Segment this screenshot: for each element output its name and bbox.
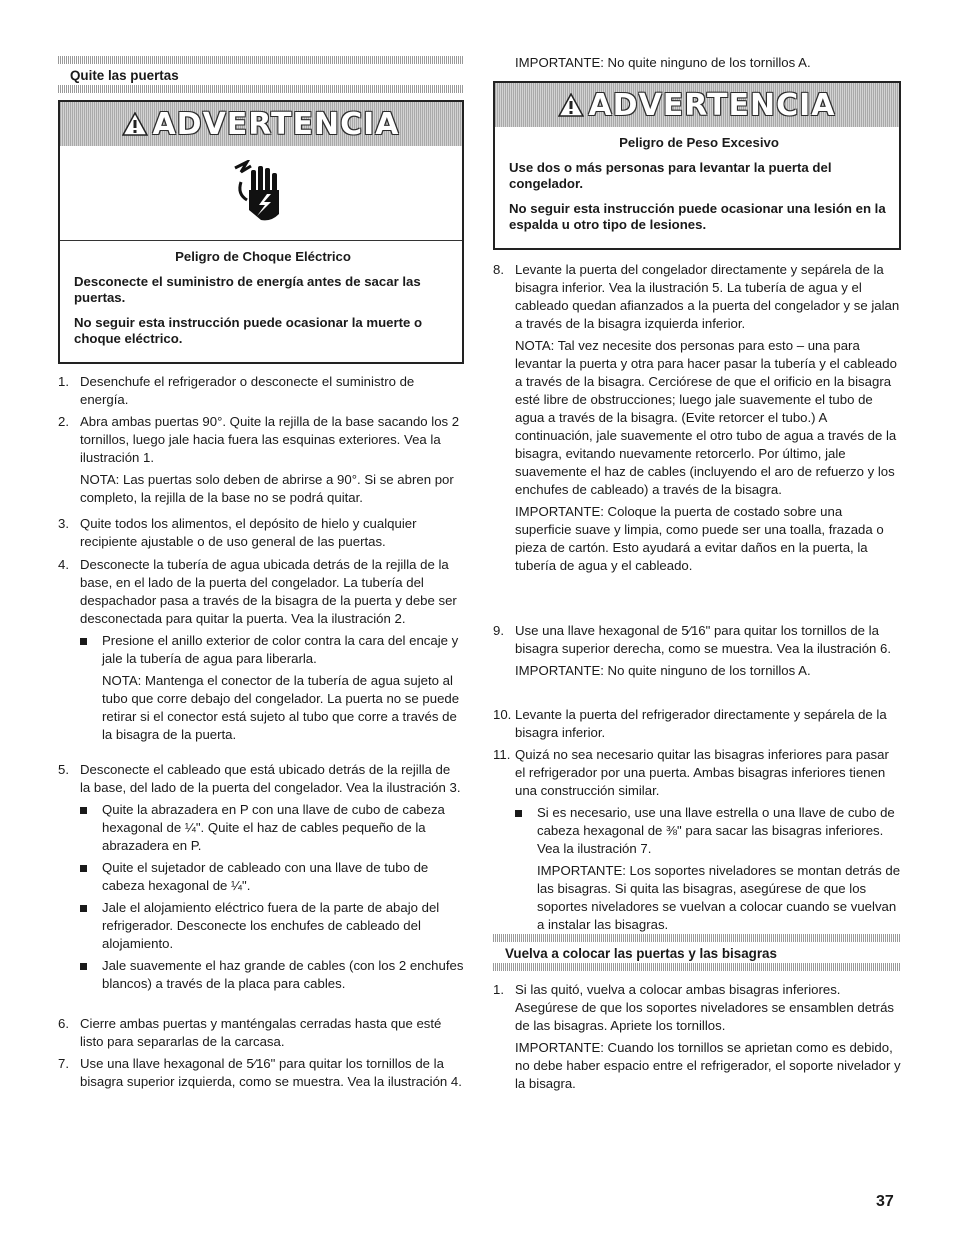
hazard-name: Peligro de Peso Excesivo xyxy=(619,135,779,150)
step-bullet xyxy=(80,859,464,895)
warning-line-1: Use dos o más personas para levantar la puerta del congelador. xyxy=(509,160,832,191)
bullet-text: Presione el anillo exterior de color contra la cara del encaje y jale la tubería de agua para liberarla. xyxy=(102,633,459,666)
step-text: Quite todos los alimentos, el depósito de hielo y cualquier recipiente ajustable o de uso general de las puertas. xyxy=(80,516,417,549)
step-text: Desconecte la tubería de agua ubicada detrás de la rejilla de la base, en el lado de la puerta del congelador. La tubería del despachador pasa a través de la bisagra de la puerta y debe ser desconectada para quitar la puerta. Vea la ilustración 2. xyxy=(80,557,457,626)
warning-content xyxy=(60,241,462,362)
section-title: Vuelva a colocar las puertas y las bisagras xyxy=(505,946,777,961)
step-number: 7. xyxy=(58,1056,69,1071)
page-number: 37 xyxy=(876,1193,894,1210)
bullet-square-icon xyxy=(80,807,87,814)
warning-content xyxy=(495,127,899,248)
step-8 xyxy=(493,261,901,575)
reinstall-step-1 xyxy=(493,981,901,1093)
step-important: IMPORTANTE: No quite ninguno de los tornillos A. xyxy=(515,663,811,678)
step-number: 1. xyxy=(58,374,69,389)
bullet-square-icon xyxy=(80,638,87,645)
step-number: 10. xyxy=(493,707,512,722)
step-1 xyxy=(58,373,464,409)
step-text: Cierre ambas puertas y manténgalas cerradas hasta que esté listo para separarlas de la carcasa. xyxy=(80,1016,442,1049)
step-5 xyxy=(58,761,464,993)
warning-line-2: No seguir esta instrucción puede ocasionar la muerte o choque eléctrico. xyxy=(74,315,423,346)
step-text: Use una llave hexagonal de 5⁄16" para quitar los tornillos de la bisagra superior izquierda, como se muestra. Vea la ilustración 4. xyxy=(80,1056,462,1089)
step-text: Levante la puerta del refrigerador directamente y sepárela de la bisagra inferior. xyxy=(515,707,887,740)
important-note-top: IMPORTANTE: No quite ninguno de los tornillos A. xyxy=(515,55,811,70)
step-note: NOTA: Tal vez necesite dos personas para esto – una para levantar la puerta y otra para hacer pasar la tubería y el cableado a través de la bisagra. Cerciórese de que el orificio en la bisagra esté libre de obstrucciones; luego jale suavemente el tubo de agua a través de la bisagra. (Evite retorcer el tubo.) A continuación, jale suavemente el otro tubo de agua a través de la bisagra, evitando nuevamente retorcerlo. Por último, jale suavemente el haz de cables (incluyendo el aro de refuerzo y los enchufes de cableado) a través de la bisagra. xyxy=(515,338,897,497)
warning-banner xyxy=(495,83,899,127)
step-bullet xyxy=(80,957,464,993)
step-important: IMPORTANTE: Coloque la puerta de costado sobre una superficie suave y limpia, como puede ser una toalla, frazada o pieza de cartón. Esto ayudará a evitar daños en la puerta, la tubería de agua y el cableado. xyxy=(515,504,884,573)
electric-shock-icon-area xyxy=(60,146,462,241)
warning-title: ADVERTENCIA xyxy=(152,106,400,142)
hatch-rule xyxy=(493,934,901,942)
step-bullet xyxy=(80,899,464,953)
warning-box-electric xyxy=(58,100,464,364)
step-number: 5. xyxy=(58,762,69,777)
step-6 xyxy=(58,1015,464,1051)
bullet-square-icon xyxy=(80,963,87,970)
step-text: Desenchufe el refrigerador o desconecte el suministro de energía. xyxy=(80,374,415,407)
step-text: Desconecte el cableado que está ubicado detrás de la rejilla de la base, del lado de la puerta del congelador. Vea la ilustración 3. xyxy=(80,762,461,795)
step-number: 3. xyxy=(58,516,69,531)
section-header-remove-doors xyxy=(58,56,464,93)
warning-triangle-icon xyxy=(122,112,148,136)
step-text: Abra ambas puertas 90°. Quite la rejilla de la base sacando los 2 tornillos, luego jale hacia fuera las esquinas exteriores. Vea la ilustración 1. xyxy=(80,414,460,465)
step-bullet xyxy=(80,801,464,855)
step-text: Use una llave hexagonal de 5⁄16" para quitar los tornillos de la bisagra superior derecha, como se muestra. Vea la ilustración 6. xyxy=(515,623,892,656)
hatch-rule xyxy=(58,56,464,64)
section-title: Quite las puertas xyxy=(70,68,179,83)
step-note: NOTA: Las puertas solo deben de abrirse a 90°. Si se abren por completo, la rejilla de la base no se podrá quitar. xyxy=(80,472,454,505)
step-number: 8. xyxy=(493,262,504,277)
bullet-text: Quite el sujetador de cableado con una llave de tubo de cabeza hexagonal de ¼". xyxy=(102,860,429,893)
warning-line-2: No seguir esta instrucción puede ocasionar una lesión en la espalda u otro tipo de lesiones. xyxy=(509,201,886,232)
hazard-name: Peligro de Choque Eléctrico xyxy=(175,249,351,264)
step-number: 11. xyxy=(493,747,511,762)
hatch-rule xyxy=(493,963,901,971)
step-text: Si las quitó, vuelva a colocar ambas bisagras inferiores. Asegúrese de que los soportes niveladores se ensamblen detrás de las bisagras. Apriete los tornillos. xyxy=(515,982,895,1033)
step-number: 6. xyxy=(58,1016,69,1031)
step-7 xyxy=(58,1055,464,1091)
step-number: 1. xyxy=(493,982,504,997)
warning-banner xyxy=(60,102,462,146)
bullet-text: Quite la abrazadera en P con una llave de cubo de cabeza hexagonal de ¼". Quite el haz de cables pequeño de la abrazadera en P. xyxy=(102,802,445,853)
step-number: 9. xyxy=(493,623,504,638)
step-2 xyxy=(58,413,464,507)
warning-triangle-icon xyxy=(558,93,584,117)
step-9 xyxy=(493,622,901,680)
bullet-text: Jale suavemente el haz grande de cables (con los 2 enchufes blancos) a través de la placa para cables. xyxy=(102,958,464,991)
bullet-note: IMPORTANTE: Los soportes niveladores se montan detrás de las bisagras. Si quita las bisagras, asegúrese de que los soportes niveladores se vuelvan a colocar cuando se vuelvan a instalar las bisagras. xyxy=(537,863,901,932)
step-4 xyxy=(58,556,464,744)
section-header-reinstall xyxy=(493,934,901,971)
bullet-square-icon xyxy=(80,865,87,872)
step-text: Quizá no sea necesario quitar las bisagras inferiores para pasar el refrigerador por una puerta. Ambas bisagras inferiores tienen una construcción similar. xyxy=(515,747,889,798)
step-number: 2. xyxy=(58,414,69,429)
bullet-note: NOTA: Mantenga el conector de la tubería de agua sujeto al tubo que corre debajo del congelador. La puerta no se puede retirar si el conector está sujeto al tubo que corre a través de la bisagra de la puerta. xyxy=(102,673,460,742)
step-10 xyxy=(493,706,901,742)
step-11 xyxy=(493,746,901,934)
bullet-text: Jale el alojamiento eléctrico fuera de la parte de abajo del refrigerador. Desconecte los enchufes de cableado del alojamiento. xyxy=(102,900,440,951)
bullet-text: Si es necesario, use una llave estrella o una llave de cubo de cabeza hexagonal de ⅜" para sacar las bisagras inferiores. Vea la ilustración 7. xyxy=(537,805,895,856)
warning-title: ADVERTENCIA xyxy=(588,87,836,123)
step-text: Levante la puerta del congelador directamente y sepárela de la bisagra inferior. Vea la ilustración 5. La tubería de agua y el cableado quedan afianzados a la puerta del congelador y se jalan a través de la bisagra izquierda inferior. xyxy=(515,262,900,331)
electric-shock-hand-icon xyxy=(231,160,291,226)
warning-line-1: Desconecte el suministro de energía antes de sacar las puertas. xyxy=(74,274,421,305)
step-bullet xyxy=(515,804,901,934)
step-3 xyxy=(58,515,464,551)
step-bullet xyxy=(80,632,464,744)
step-number: 4. xyxy=(58,557,69,572)
warning-box-weight xyxy=(493,81,901,250)
step-important: IMPORTANTE: Cuando los tornillos se aprietan como es debido, no debe haber espacio entre el refrigerador, el soporte nivelador y la bisagra. xyxy=(515,1040,901,1091)
hatch-rule xyxy=(58,85,464,93)
bullet-square-icon xyxy=(80,905,87,912)
bullet-square-icon xyxy=(515,810,522,817)
